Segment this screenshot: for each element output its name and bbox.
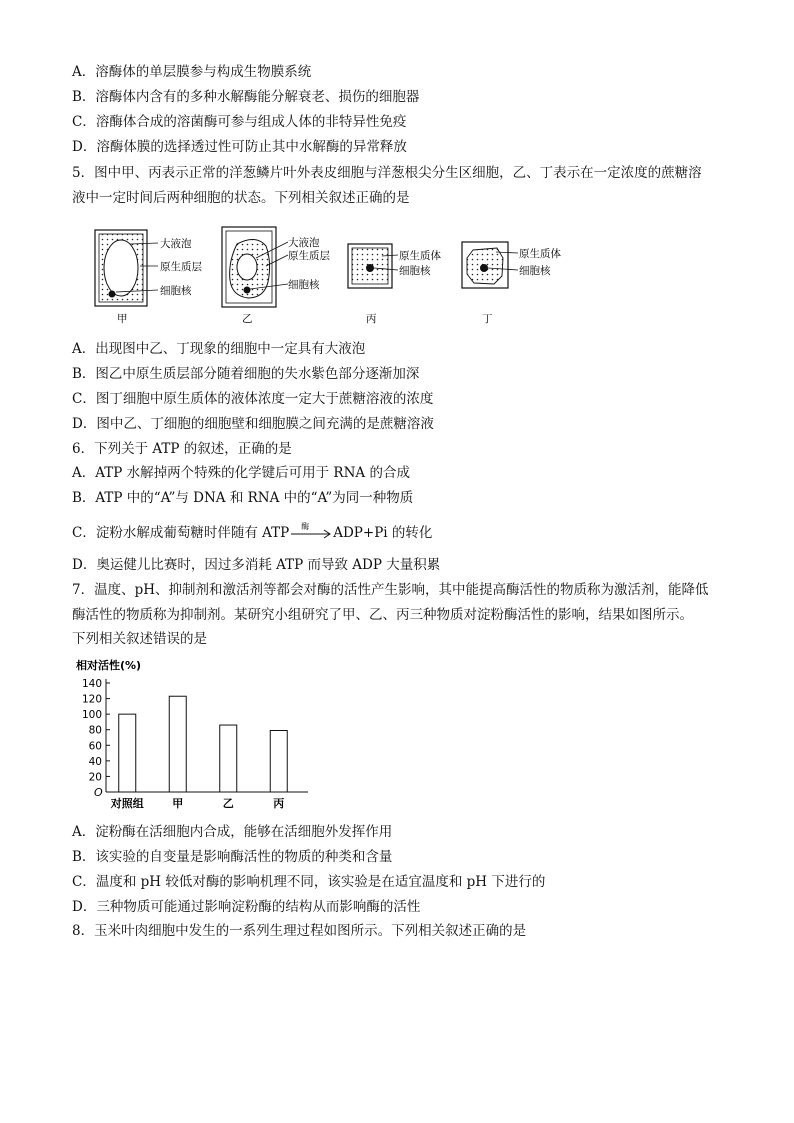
q5-option-b: B．图乙中原生质层部分随着细胞的失水紫色部分逐渐加深 bbox=[72, 366, 420, 382]
enzyme-activity-bar-chart bbox=[72, 656, 322, 814]
enzyme-label: 酶 bbox=[301, 521, 310, 531]
q7-option-a: A．淀粉酶在活细胞内合成，能够在活细胞外发挥作用 bbox=[72, 824, 393, 840]
category-label: 乙 bbox=[222, 797, 234, 810]
cell-bing bbox=[348, 244, 441, 324]
y-tick-label: 80 bbox=[88, 724, 102, 737]
category-label: 对照组 bbox=[110, 797, 144, 810]
label-yi-protoplast-layer: 原生质层 bbox=[288, 250, 330, 262]
label-ding-nucleus: 细胞核 bbox=[519, 265, 551, 277]
y-tick-label: 100 bbox=[81, 709, 102, 722]
q7-option-b: B．该实验的自变量是影响酶活性的物质的种类和含量 bbox=[72, 849, 393, 865]
bar-0 bbox=[119, 714, 136, 792]
bar-3 bbox=[270, 730, 287, 792]
enzyme-arrow bbox=[289, 521, 333, 541]
label-bing-protoplast: 原生质体 bbox=[399, 250, 441, 262]
q7-option-d: D．三种物质可能通过影响淀粉酶的结构从而影响酶的活性 bbox=[72, 899, 421, 915]
cell-plasmolysis-figure bbox=[90, 222, 610, 324]
nucleus-ding bbox=[480, 264, 488, 272]
q6-option-a: A．ATP 水解掉两个特殊的化学键后可用于 RNA 的合成 bbox=[72, 465, 410, 481]
y-tick-label: 120 bbox=[81, 693, 102, 706]
q6-option-d: D．奥运健儿比赛时，因过多消耗 ATP 而导致 ADP 大量积累 bbox=[72, 557, 441, 573]
bar-1 bbox=[169, 696, 186, 792]
category-label: 甲 bbox=[172, 797, 184, 810]
label-jia-protoplast-layer: 原生质层 bbox=[160, 261, 202, 273]
cell-yi bbox=[222, 227, 330, 324]
caption-jia: 甲 bbox=[117, 313, 128, 324]
q4-option-d: D．溶酶体膜的选择透过性可防止其中水解酶的异常释放 bbox=[72, 139, 407, 155]
q6-option-b: B．ATP 中的“A”与 DNA 和 RNA 中的“A”为同一种物质 bbox=[72, 490, 414, 506]
label-jia-vacuole: 大液泡 bbox=[160, 238, 192, 250]
label-yi-nucleus: 细胞核 bbox=[288, 279, 320, 291]
q4-option-a: A．溶酶体的单层膜参与构成生物膜系统 bbox=[72, 64, 312, 80]
label-bing-nucleus: 细胞核 bbox=[399, 265, 431, 277]
q7-stem-line3: 下列相关叙述错误的是 bbox=[72, 631, 207, 647]
label-ding-protoplast: 原生质体 bbox=[519, 248, 561, 260]
q8-stem: 8．玉米叶肉细胞中发生的一系列生理过程如图所示。下列相关叙述正确的是 bbox=[72, 923, 527, 939]
q5-stem-line1: 5．图中甲、丙表示正常的洋葱鳞片叶外表皮细胞与洋葱根尖分生区细胞，乙、丁表示在一定浓度的蔗糖溶 bbox=[72, 165, 702, 181]
q7-stem-line1: 7．温度、pH、抑制剂和激活剂等都会对酶的活性产生影响，其中能提高酶活性的物质称为激活剂，能降低 bbox=[72, 582, 709, 598]
category-label: 丙 bbox=[273, 797, 285, 810]
q4-option-b: B．溶酶体内含有的多种水解酶能分解衰老、损伤的细胞器 bbox=[72, 89, 420, 105]
q6-option-c bbox=[72, 521, 433, 542]
q6-option-c-pre: C．淀粉水解成葡萄糖时伴随有 ATP bbox=[72, 525, 290, 541]
y-tick-label: 60 bbox=[88, 740, 102, 753]
bar-2 bbox=[220, 725, 237, 792]
q5-option-a: A．出现图中乙、丁现象的细胞中一定具有大液泡 bbox=[72, 341, 366, 357]
y-tick-label: 140 bbox=[81, 678, 102, 690]
q6-option-c-post: ADP+Pi 的转化 bbox=[333, 525, 433, 541]
y-tick-label: 40 bbox=[88, 755, 102, 768]
nucleus-bing bbox=[366, 264, 374, 272]
caption-ding: 丁 bbox=[482, 313, 493, 324]
q5-stem-line2: 液中一定时间后两种细胞的状态。下列相关叙述正确的是 bbox=[72, 190, 410, 206]
q5-option-c: C．图丁细胞中原生质体的液体浓度一定大于蔗糖溶液的浓度 bbox=[72, 391, 434, 407]
chart-ylabel: 相对活性(%) bbox=[76, 659, 142, 672]
caption-yi: 乙 bbox=[242, 313, 253, 324]
label-jia-nucleus: 细胞核 bbox=[160, 285, 192, 297]
cell-ding bbox=[462, 242, 561, 324]
nucleus-jia bbox=[109, 291, 116, 298]
y-tick-label: 20 bbox=[88, 771, 102, 784]
caption-bing: 丙 bbox=[366, 313, 377, 324]
origin-label: O bbox=[94, 786, 103, 799]
q4-option-c: C．溶酶体合成的溶菌酶可参与组成人体的非特异性免疫 bbox=[72, 114, 407, 130]
q7-stem-line2: 酶活性的物质称为抑制剂。某研究小组研究了甲、乙、丙三种物质对淀粉酶活性的影响，结果如图所示。 bbox=[72, 607, 693, 623]
q6-stem: 6．下列关于 ATP 的叙述，正确的是 bbox=[72, 441, 292, 457]
nucleus-yi bbox=[244, 287, 251, 294]
q5-option-d: D．图中乙、丁细胞的细胞壁和细胞膜之间充满的是蔗糖溶液 bbox=[72, 416, 434, 432]
label-yi-vacuole: 大液泡 bbox=[288, 237, 320, 249]
q7-option-c: C．温度和 pH 较低对酶的影响机理不同，该实验是在适宜温度和 pH 下进行的 bbox=[72, 874, 546, 890]
cell-jia bbox=[95, 230, 202, 324]
